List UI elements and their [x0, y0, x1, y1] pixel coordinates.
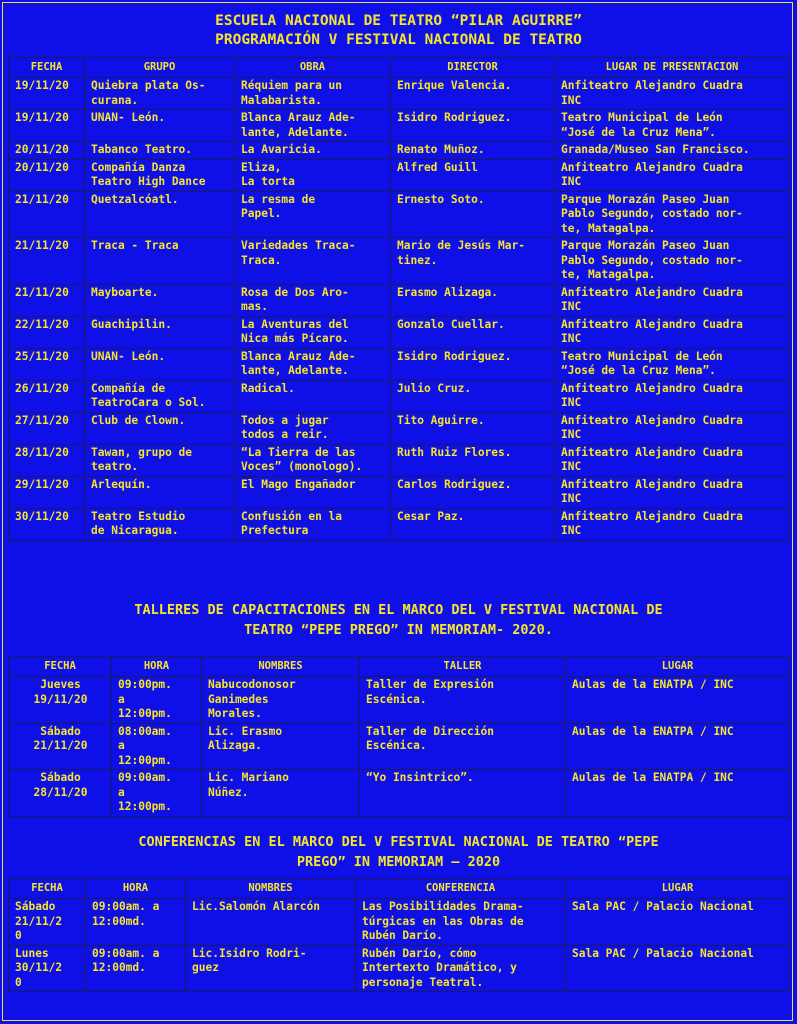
- programacion-cell-col-3: “La Tierra de las Voces” (monologo).: [235, 444, 391, 476]
- conferencias-cell-col-2: 09:00am. a 12:00md.: [86, 899, 186, 946]
- conferencias-title: [0, 832, 797, 872]
- programacion-header-col-5: LUGAR DE PRESENTACION: [555, 58, 790, 78]
- programacion-cell-col-2: Teatro Estudio de Nicaragua.: [85, 508, 235, 540]
- programacion-cell-fecha: 30/11/20: [9, 508, 85, 540]
- programacion-cell-col-3: Radical.: [235, 380, 391, 412]
- talleres-body: [9, 677, 790, 817]
- conferencias-title-line-2: PREGO” IN MEMORIAM – 2020: [296, 854, 501, 870]
- conferencias-cell-col-2: 09:00am. a 12:00md.: [86, 945, 186, 992]
- conferencias-cell-col-5: Sala PAC / Palacio Nacional: [566, 945, 790, 992]
- talleres-cell-col-4: Taller de Dirección Escénica.: [360, 723, 566, 770]
- programacion-cell-col-4: Julio Cruz.: [391, 380, 555, 412]
- main-title-line-2: PROGRAMACIÓN V FESTIVAL NACIONAL DE TEATRO: [215, 32, 582, 48]
- programacion-cell-col-5: Parque Morazán Paseo Juan Pablo Segundo, costado nor- te, Matagalpa.: [555, 238, 790, 285]
- programacion-cell-col-4: Erasmo Alizaga.: [391, 284, 555, 316]
- programacion-cell-col-2: UNAN- León.: [85, 348, 235, 380]
- programacion-cell-col-2: Compañía de TeatroCara o Sol.: [85, 380, 235, 412]
- programacion-cell-fecha: 22/11/20: [9, 316, 85, 348]
- programacion-cell-fecha: 19/11/20: [9, 78, 85, 110]
- conferencias-body: [9, 899, 790, 992]
- programacion-cell-fecha: 26/11/20: [9, 380, 85, 412]
- table-row: [9, 284, 790, 316]
- programacion-cell-col-5: Anfiteatro Alejandro Cuadra INC: [555, 476, 790, 508]
- table-row: [9, 142, 790, 160]
- programacion-cell-fecha: 28/11/20: [9, 444, 85, 476]
- talleres-header-row: [9, 657, 790, 677]
- programacion-cell-col-3: Réquiem para un Malabarista.: [235, 78, 391, 110]
- conferencias-cell-col-4: Rubén Darío, cómo Intertexto Dramático, y personaje Teatral.: [356, 945, 566, 992]
- programacion-cell-col-2: Tabanco Teatro.: [85, 142, 235, 160]
- programacion-cell-col-4: Enrique Valencia.: [391, 78, 555, 110]
- talleres-header-col-3: NOMBRES: [202, 657, 360, 677]
- programacion-cell-col-4: Ruth Ruiz Flores.: [391, 444, 555, 476]
- table-row: [9, 770, 790, 817]
- programacion-cell-col-4: Renato Muñoz.: [391, 142, 555, 160]
- programacion-header-col-4: DIRECTOR: [391, 58, 555, 78]
- programacion-cell-fecha: 19/11/20: [9, 110, 85, 142]
- table-row: [9, 444, 790, 476]
- programacion-cell-col-5: Anfiteatro Alejandro Cuadra INC: [555, 284, 790, 316]
- programacion-cell-col-2: Mayboarte.: [85, 284, 235, 316]
- programacion-header-fecha: FECHA: [9, 58, 85, 78]
- conferencias-header-col-4: CONFERENCIA: [356, 879, 566, 899]
- programacion-cell-col-2: Quetzalcóatl.: [85, 191, 235, 238]
- programacion-cell-col-4: Alfred Guill: [391, 159, 555, 191]
- programacion-header-row: [9, 58, 790, 78]
- programacion-cell-col-3: Eliza, La torta: [235, 159, 391, 191]
- programacion-cell-col-5: Anfiteatro Alejandro Cuadra INC: [555, 78, 790, 110]
- programacion-table: [8, 57, 790, 541]
- programacion-cell-col-2: Arlequín.: [85, 476, 235, 508]
- programacion-cell-col-5: Anfiteatro Alejandro Cuadra INC: [555, 444, 790, 476]
- conferencias-cell-col-4: Las Posibilidades Drama- túrgicas en las Obras de Rubén Darío.: [356, 899, 566, 946]
- programacion-cell-col-3: El Mago Engañador: [235, 476, 391, 508]
- programacion-body: [9, 78, 790, 541]
- programacion-cell-col-3: La Avaricia.: [235, 142, 391, 160]
- programacion-cell-fecha: 21/11/20: [9, 284, 85, 316]
- table-row: [9, 677, 790, 724]
- conferencias-header-fecha: FECHA: [9, 879, 86, 899]
- conferencias-table: [8, 878, 790, 992]
- table-row: [9, 316, 790, 348]
- table-row: [9, 78, 790, 110]
- programacion-cell-col-2: Quiebra plata Os- curana.: [85, 78, 235, 110]
- talleres-title: [0, 600, 797, 640]
- talleres-header-col-4: TALLER: [360, 657, 566, 677]
- programacion-cell-fecha: 21/11/20: [9, 191, 85, 238]
- conferencias-title-line-1: CONFERENCIAS EN EL MARCO DEL V FESTIVAL NACIONAL DE TEATRO “PEPE: [138, 834, 659, 850]
- programacion-header-col-3: OBRA: [235, 58, 391, 78]
- talleres-header-col-2: HORA: [112, 657, 202, 677]
- programacion-cell-col-5: Anfiteatro Alejandro Cuadra INC: [555, 412, 790, 444]
- table-row: [9, 476, 790, 508]
- table-row: [9, 508, 790, 540]
- programacion-cell-col-5: Parque Morazán Paseo Juan Pablo Segundo, costado nor- te, Matagalpa.: [555, 191, 790, 238]
- talleres-cell-col-2: 09:00pm. a 12:00pm.: [112, 677, 202, 724]
- talleres-cell-fecha: Jueves 19/11/20: [9, 677, 112, 724]
- talleres-cell-col-3: Lic. Mariano Núñez.: [202, 770, 360, 817]
- programacion-cell-col-4: Gonzalo Cuellar.: [391, 316, 555, 348]
- programacion-cell-col-3: Confusión en la Prefectura: [235, 508, 391, 540]
- main-title: [0, 12, 797, 50]
- talleres-cell-col-3: Lic. Erasmo Alizaga.: [202, 723, 360, 770]
- programacion-cell-col-5: Granada/Museo San Francisco.: [555, 142, 790, 160]
- conferencias-cell-fecha: Sábado 21/11/2 0: [9, 899, 86, 946]
- talleres-cell-fecha: Sábado 28/11/20: [9, 770, 112, 817]
- programacion-cell-col-2: Tawan, grupo de teatro.: [85, 444, 235, 476]
- talleres-title-line-2: TEATRO “PEPE PREGO” IN MEMORIAM- 2020.: [244, 622, 553, 638]
- programacion-header-col-2: GRUPO: [85, 58, 235, 78]
- table-row: [9, 159, 790, 191]
- programacion-cell-col-4: Ernesto Soto.: [391, 191, 555, 238]
- programacion-cell-col-4: Isidro Rodriguez.: [391, 348, 555, 380]
- programacion-cell-col-5: Anfiteatro Alejandro Cuadra INC: [555, 380, 790, 412]
- talleres-cell-col-5: Aulas de la ENATPA / INC: [566, 723, 790, 770]
- programacion-cell-col-5: Anfiteatro Alejandro Cuadra INC: [555, 508, 790, 540]
- programacion-cell-fecha: 29/11/20: [9, 476, 85, 508]
- talleres-cell-col-3: Nabucodonosor Ganimedes Morales.: [202, 677, 360, 724]
- programacion-cell-col-3: Todos a jugar todos a reir.: [235, 412, 391, 444]
- programacion-cell-fecha: 20/11/20: [9, 142, 85, 160]
- talleres-cell-col-5: Aulas de la ENATPA / INC: [566, 677, 790, 724]
- programacion-cell-col-2: Compañía Danza Teatro High Dance: [85, 159, 235, 191]
- programacion-cell-col-3: Rosa de Dos Aro- mas.: [235, 284, 391, 316]
- programacion-cell-col-3: Variedades Traca- Traca.: [235, 238, 391, 285]
- programacion-cell-fecha: 21/11/20: [9, 238, 85, 285]
- talleres-cell-col-2: 09:00am. a 12:00pm.: [112, 770, 202, 817]
- programacion-cell-col-4: Cesar Paz.: [391, 508, 555, 540]
- talleres-cell-col-2: 08:00am. a 12:00pm.: [112, 723, 202, 770]
- table-row: [9, 723, 790, 770]
- programacion-cell-col-5: Teatro Municipal de León “José de la Cruz Mena”.: [555, 110, 790, 142]
- table-row: [9, 238, 790, 285]
- programacion-cell-col-5: Teatro Municipal de León “José de la Cruz Mena”.: [555, 348, 790, 380]
- table-row: [9, 348, 790, 380]
- programacion-cell-col-3: Blanca Arauz Ade- lante, Adelante.: [235, 348, 391, 380]
- programacion-cell-col-4: Mario de Jesús Mar- tinez.: [391, 238, 555, 285]
- programacion-cell-col-4: Carlos Rodriguez.: [391, 476, 555, 508]
- programacion-cell-col-2: Club de Clown.: [85, 412, 235, 444]
- talleres-header-col-5: LUGAR: [566, 657, 790, 677]
- table-row: [9, 412, 790, 444]
- conferencias-cell-fecha: Lunes 30/11/2 0: [9, 945, 86, 992]
- table-row: [9, 945, 790, 992]
- programacion-cell-col-5: Anfiteatro Alejandro Cuadra INC: [555, 159, 790, 191]
- programacion-cell-fecha: 20/11/20: [9, 159, 85, 191]
- talleres-cell-col-4: Taller de Expresión Escénica.: [360, 677, 566, 724]
- talleres-cell-col-5: Aulas de la ENATPA / INC: [566, 770, 790, 817]
- programacion-cell-col-3: La resma de Papel.: [235, 191, 391, 238]
- programacion-cell-col-2: Traca - Traca: [85, 238, 235, 285]
- conferencias-header-col-2: HORA: [86, 879, 186, 899]
- table-row: [9, 380, 790, 412]
- programacion-cell-col-5: Anfiteatro Alejandro Cuadra INC: [555, 316, 790, 348]
- table-row: [9, 110, 790, 142]
- programacion-cell-fecha: 27/11/20: [9, 412, 85, 444]
- programacion-cell-fecha: 25/11/20: [9, 348, 85, 380]
- table-row: [9, 899, 790, 946]
- main-title-line-1: ESCUELA NACIONAL DE TEATRO “PILAR AGUIRRE”: [215, 13, 582, 29]
- programacion-cell-col-4: Isidro Rodriguez.: [391, 110, 555, 142]
- conferencias-cell-col-3: Lic.Isidro Rodri- guez: [186, 945, 356, 992]
- talleres-table: [8, 656, 790, 817]
- conferencias-header-col-3: NOMBRES: [186, 879, 356, 899]
- table-row: [9, 191, 790, 238]
- talleres-cell-col-4: “Yo Insintrico”.: [360, 770, 566, 817]
- programacion-cell-col-3: Blanca Arauz Ade- lante, Adelante.: [235, 110, 391, 142]
- programacion-cell-col-2: UNAN- León.: [85, 110, 235, 142]
- talleres-header-fecha: FECHA: [9, 657, 112, 677]
- conferencias-header-col-5: LUGAR: [566, 879, 790, 899]
- conferencias-cell-col-3: Lic.Salomón Alarcón: [186, 899, 356, 946]
- programacion-cell-col-4: Tito Aguirre.: [391, 412, 555, 444]
- conferencias-header-row: [9, 879, 790, 899]
- programacion-cell-col-2: Guachipilin.: [85, 316, 235, 348]
- conferencias-cell-col-5: Sala PAC / Palacio Nacional: [566, 899, 790, 946]
- programacion-cell-col-3: La Aventuras del Nica más Pícaro.: [235, 316, 391, 348]
- talleres-title-line-1: TALLERES DE CAPACITACIONES EN EL MARCO DEL V FESTIVAL NACIONAL DE: [134, 602, 663, 618]
- talleres-cell-fecha: Sábado 21/11/20: [9, 723, 112, 770]
